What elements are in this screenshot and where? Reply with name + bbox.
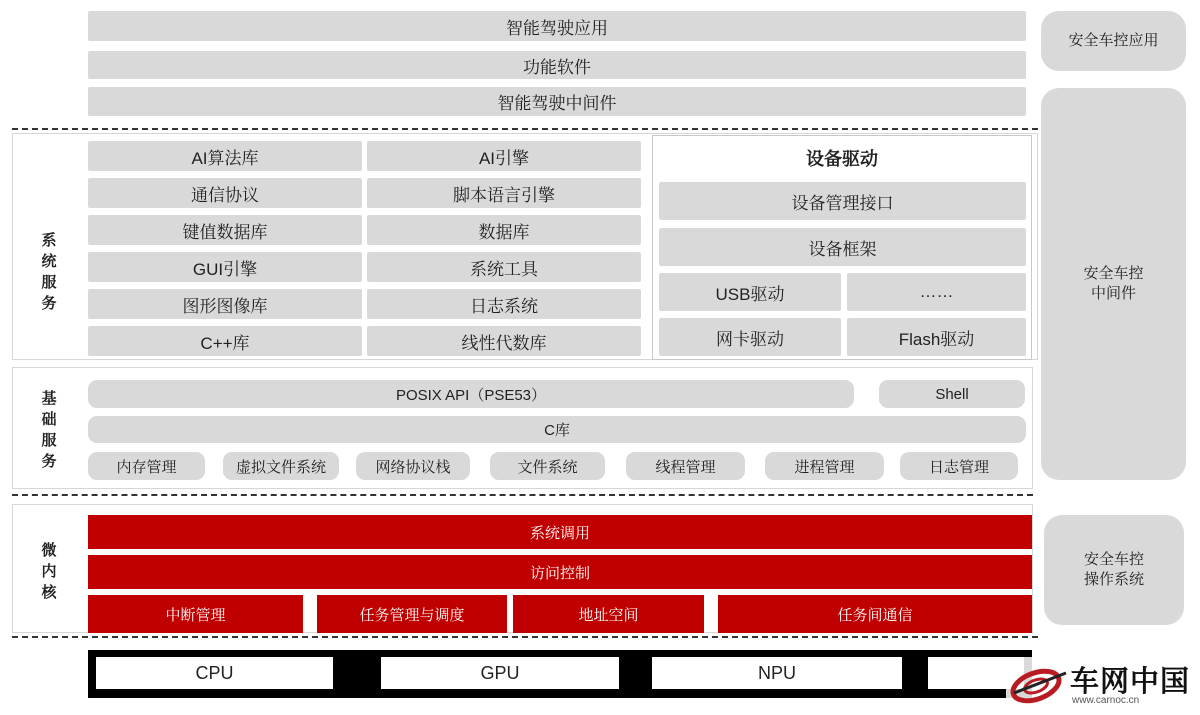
base-item-3: 文件系统: [490, 452, 605, 480]
base-services-label: 基础服务: [41, 390, 57, 470]
microkernel-label: 微内核: [41, 542, 57, 601]
watermark-logo: [1006, 657, 1196, 712]
flash-driver: Flash驱动: [847, 318, 1026, 356]
sys-lib-2: 键值数据库: [88, 215, 362, 245]
shell: Shell: [879, 380, 1025, 408]
device-driver-title: 设备驱动: [806, 149, 878, 169]
sys-engine-0: AI引擎: [367, 141, 641, 171]
hw-cpu: CPU: [96, 657, 333, 689]
divider-2: [12, 494, 1033, 496]
kernel-item-1: 任务管理与调度: [317, 595, 507, 633]
base-item-5: 进程管理: [765, 452, 884, 480]
carnoc-logo-icon: [1006, 659, 1076, 709]
sys-engine-4: 日志系统: [367, 289, 641, 319]
base-item-2: 网络协议栈: [356, 452, 470, 480]
driver-ellipsis: ……: [847, 273, 1026, 311]
watermark-url: www.carnoc.cn: [1072, 695, 1140, 706]
hw-gpu: GPU: [381, 657, 619, 689]
sys-engine-2: 数据库: [367, 215, 641, 245]
side-safety-app: 安全车控应用: [1041, 11, 1186, 71]
sys-lib-5: C++库: [88, 326, 362, 356]
sys-engine-1: 脚本语言引擎: [367, 178, 641, 208]
posix-api: POSIX API（PSE53）: [88, 380, 854, 408]
top-row-apps: 智能驾驶应用: [88, 11, 1026, 41]
device-mgmt-interface: 设备管理接口: [659, 182, 1026, 220]
top-row-functional-software: 功能软件: [88, 51, 1026, 79]
sys-lib-3: GUI引擎: [88, 252, 362, 282]
sys-engine-5: 线性代数库: [367, 326, 641, 356]
sys-lib-0: AI算法库: [88, 141, 362, 171]
nic-driver: 网卡驱动: [659, 318, 841, 356]
kernel-item-0: 中断管理: [88, 595, 303, 633]
c-library: C库: [88, 416, 1026, 443]
side-safety-os: 安全车控 操作系统: [1044, 515, 1184, 625]
base-item-4: 线程管理: [626, 452, 745, 480]
base-item-1: 虚拟文件系统: [223, 452, 339, 480]
sys-lib-4: 图形图像库: [88, 289, 362, 319]
divider-1: [12, 128, 1038, 130]
microkernel-syscall: 系统调用: [88, 515, 1032, 549]
kernel-item-2: 地址空间: [513, 595, 704, 633]
divider-3: [12, 636, 1038, 638]
sys-engine-3: 系统工具: [367, 252, 641, 282]
watermark-text: 车网中国: [1070, 666, 1191, 698]
base-item-6: 日志管理: [900, 452, 1018, 480]
system-services-label: 系统服务: [41, 232, 57, 312]
side-safety-middleware: 安全车控 中间件: [1041, 88, 1186, 480]
device-framework: 设备框架: [659, 228, 1026, 266]
usb-driver: USB驱动: [659, 273, 841, 311]
kernel-item-3: 任务间通信: [718, 595, 1032, 633]
top-row-middleware: 智能驾驶中间件: [88, 87, 1026, 116]
sys-lib-1: 通信协议: [88, 178, 362, 208]
base-item-0: 内存管理: [88, 452, 205, 480]
microkernel-access-control: 访问控制: [88, 555, 1032, 589]
hw-npu: NPU: [652, 657, 902, 689]
